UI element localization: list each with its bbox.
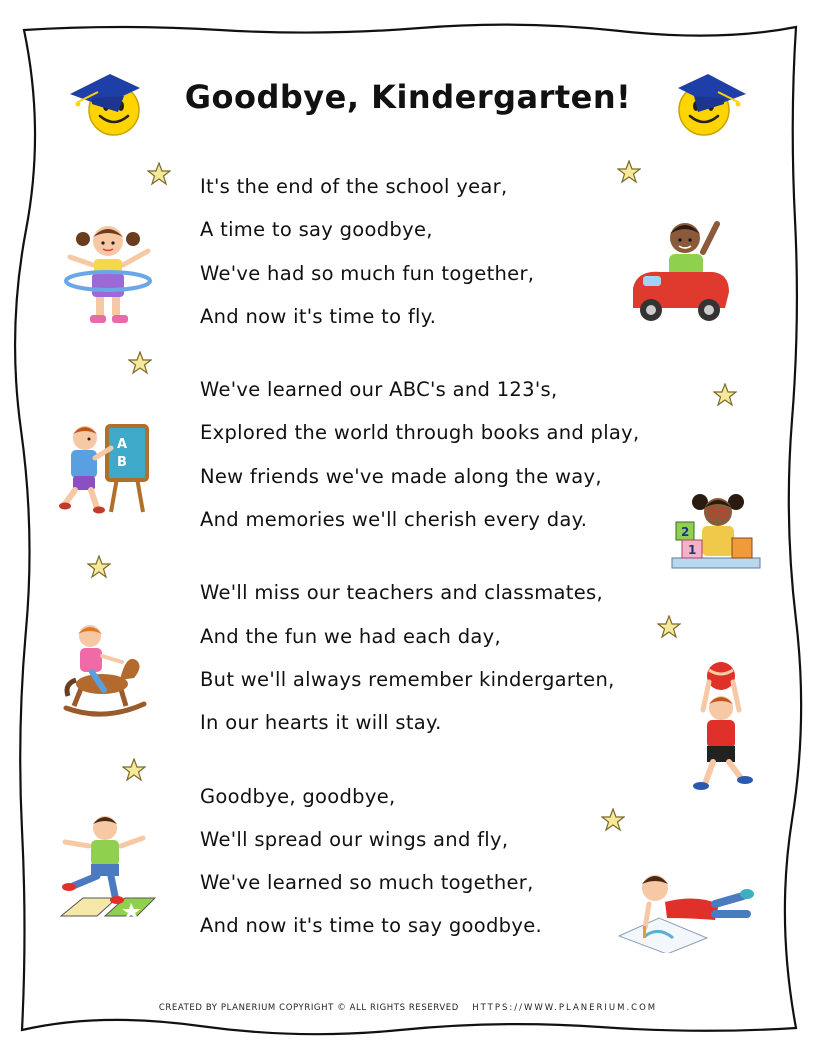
footer — [0, 1003, 816, 1013]
poem-line: It's the end of the school year, — [200, 175, 508, 198]
board-letter-b: B — [117, 455, 127, 470]
poem-line: We'll miss our teachers and classmates, — [200, 581, 603, 605]
poem-line: We've had so much fun together, — [200, 261, 535, 285]
stanza — [200, 172, 700, 345]
star-icon — [713, 383, 737, 407]
poem-line: But we'll always remember kindergarten, — [200, 667, 615, 691]
poem-line: New friends we've made along the way, — [200, 464, 602, 488]
graduation-smiley-right-icon — [668, 62, 748, 142]
poem-line: A time to say goodbye, — [200, 218, 433, 242]
girl-rocking-horse-illustration — [60, 620, 150, 720]
poem-line: We've learned so much together, — [200, 871, 534, 895]
poem-line: And the fun we had each day, — [200, 624, 501, 648]
poem-line: We'll spread our wings and fly, — [200, 827, 509, 851]
page-title: Goodbye, Kindergarten! — [184, 78, 632, 116]
stanza — [200, 375, 700, 548]
website-link[interactable]: HTTPS://WWW.PLANERIUM.COM — [472, 1003, 658, 1013]
board-letter-a: A — [117, 437, 128, 452]
boy-hopscotch-illustration — [55, 812, 160, 924]
poem-line: Goodbye, goodbye, — [200, 784, 396, 808]
block-number-1: 1 — [688, 543, 697, 557]
poem-line: And now it's time to say goodbye. — [200, 914, 542, 938]
poem-line: And now it's time to fly. — [200, 304, 437, 328]
boy-abc-board-illustration — [55, 418, 155, 518]
star-icon — [128, 351, 152, 375]
block-number-2: 2 — [681, 525, 690, 539]
star-icon — [87, 555, 111, 579]
poem-line: In our hearts it will stay. — [200, 711, 442, 735]
girl-hula-hoop-illustration — [60, 215, 160, 330]
poem-line: We've learned our ABC's and 123's, — [200, 378, 558, 402]
graduation-smiley-left-icon — [68, 62, 148, 142]
poem-line: Explored the world through books and play, — [200, 421, 640, 445]
stanza — [200, 578, 700, 751]
poem — [200, 172, 700, 985]
copyright-text: CREATED BY PLANERIUM COPYRIGHT © ALL RIGHTS RESERVED — [158, 1003, 459, 1013]
stanza — [200, 782, 700, 955]
star-icon — [147, 162, 171, 186]
poem-line: And memories we'll cherish every day. — [200, 508, 588, 532]
star-icon — [122, 758, 146, 782]
